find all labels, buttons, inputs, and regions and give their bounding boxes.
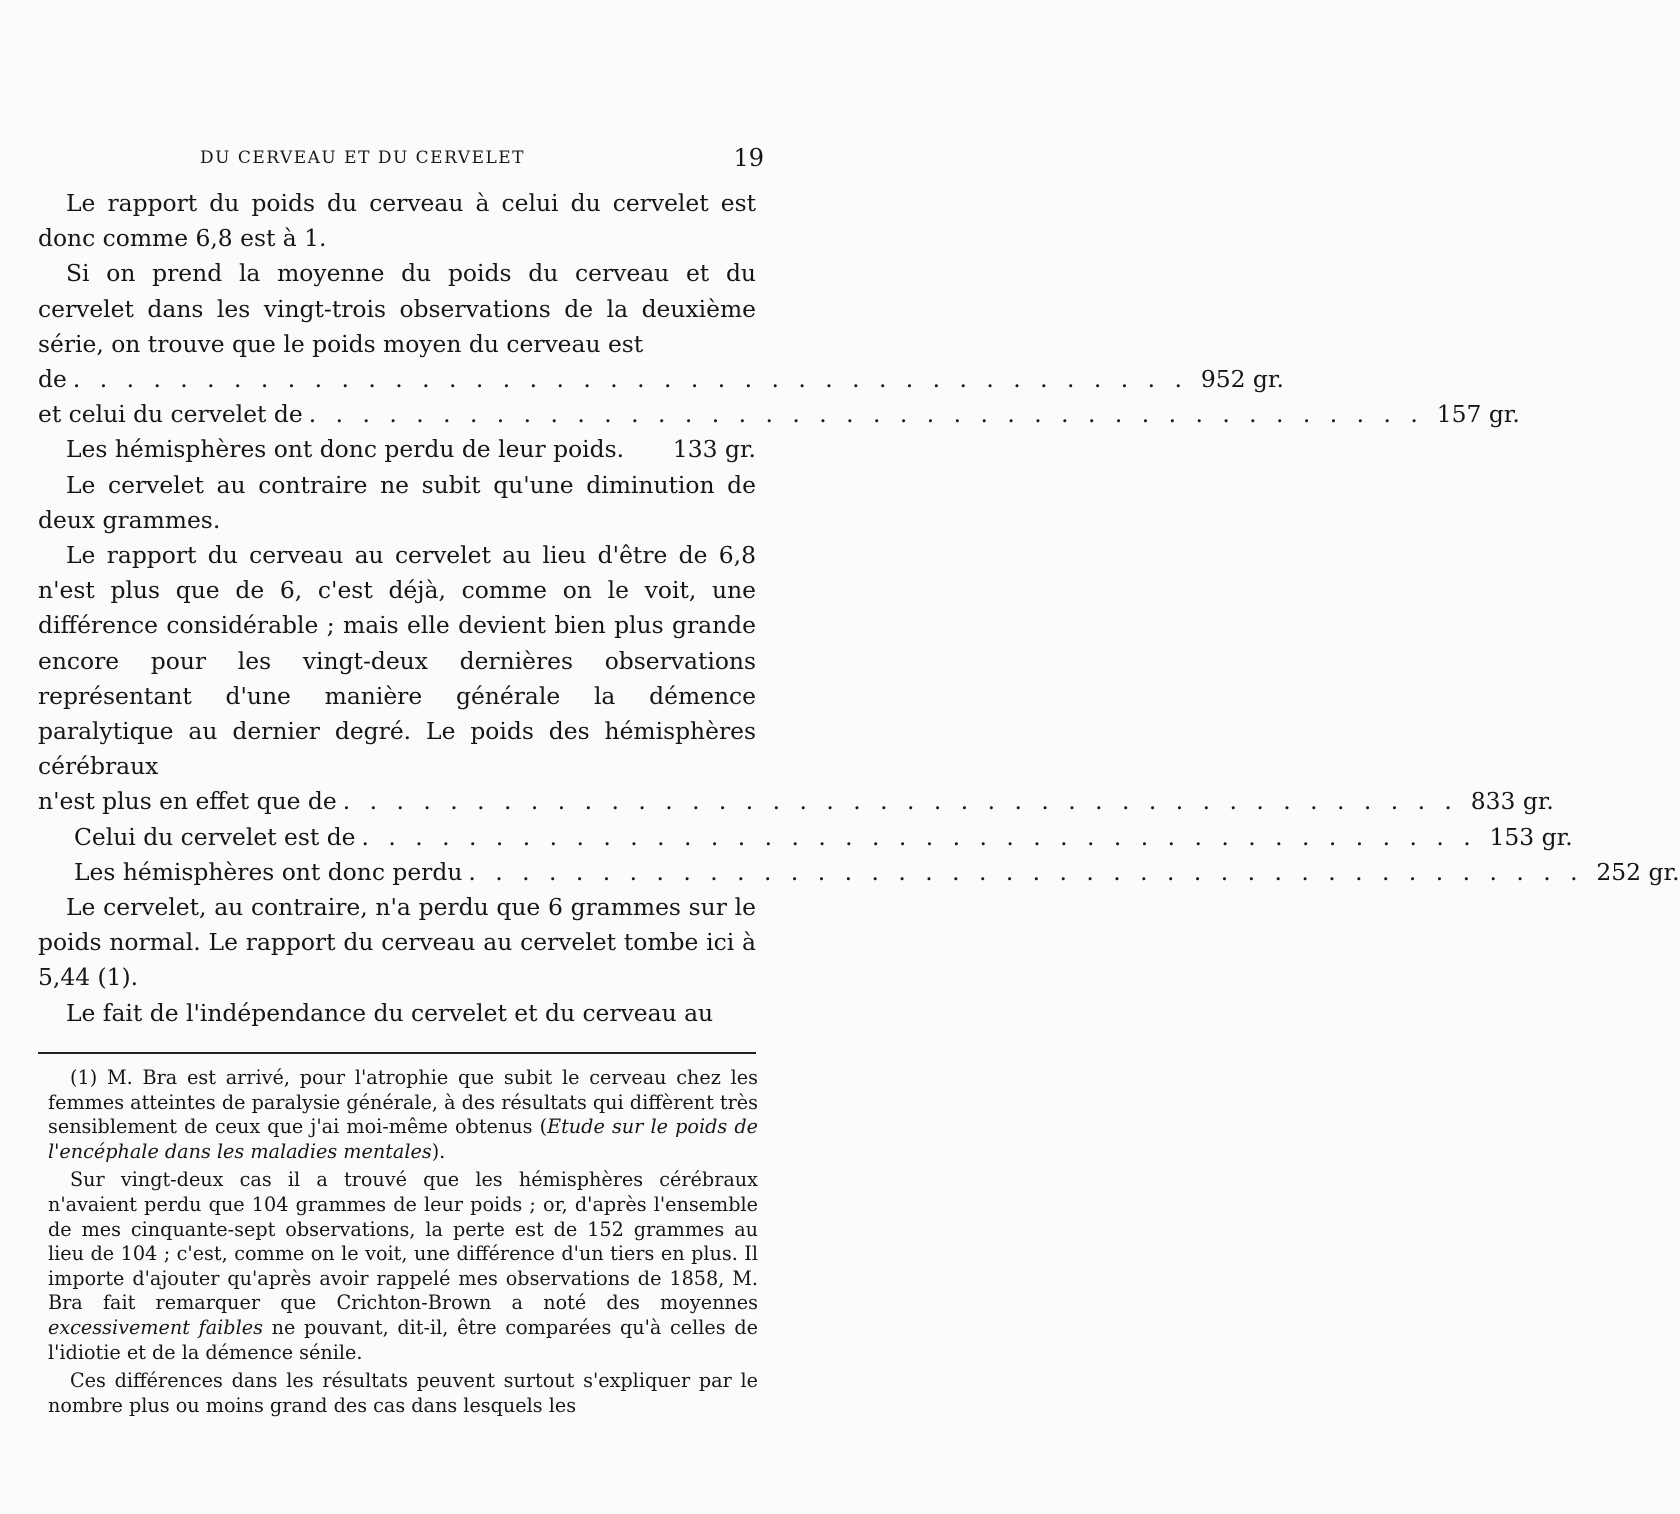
footnote-title-italic: Etude sur le poids de l'encéphale dans les maladies mentales <box>48 1115 758 1163</box>
leader-dots: . . . . . . . . . . . . . . . . . . . . . . . . . . . . . . . . . . . . . . . . . . <box>468 857 1584 886</box>
main-text <box>38 186 1680 1031</box>
paragraph: Le cervelet, au contraire, n'a perdu que 6 grammes sur le poids normal. Le rapport du cerveau au cervelet tombe ici à 5,44 (1). <box>38 893 756 992</box>
footnote-paragraph: Ces différences dans les résultats peuvent surtout s'expliquer par le nombre plus ou moins grand des cas dans lesquels les <box>48 1369 758 1417</box>
weight-label: Les hémisphères ont donc perdu de leur poids. <box>66 435 625 464</box>
weight-value: 952 gr. <box>1200 365 1284 394</box>
paragraph: Le rapport du poids du cerveau à celui du cervelet est donc comme 6,8 est à 1. <box>38 189 756 253</box>
leader-dots: . . . . . . . . . . . . . . . . . . . . . . . . . . . . . . . . . . . . . . . . . . <box>361 822 1477 851</box>
leader-dots: . . . . . . . . . . . . . . . . . . . . . . . . . . . . . . . . . . . . . . . . . . <box>308 400 1424 429</box>
running-title: DU CERVEAU ET DU CERVELET <box>200 148 526 168</box>
leader-dots: . . . . . . . . . . . . . . . . . . . . . . . . . . . . . . . . . . . . . . . . . . <box>72 365 1188 394</box>
footnote-text: ). <box>431 1139 446 1163</box>
weight-label: n'est plus en effet que de <box>38 787 337 816</box>
footnote-text: ne pouvant, dit-il, être comparées qu'à celles de l'idiotie et de la démence sénile. <box>48 1315 758 1364</box>
weight-line <box>38 362 1284 397</box>
footnote-text: (1) M. Bra est arrivé, pour l'atrophie que subit le cerveau chez les femmes atteintes de paralysie générale, à des résultats qui diffèrent très sensiblement de ceux que j'ai moi-même obtenus ( <box>48 1066 758 1139</box>
footnote-rule <box>38 1052 756 1054</box>
paragraph: Le fait de l'indépendance du cervelet et du cerveau au <box>66 998 714 1027</box>
weight-label: de <box>38 365 67 394</box>
weight-value: 252 gr. <box>1596 857 1680 886</box>
footnote-paragraph <box>48 1066 758 1164</box>
paragraph: Le rapport du cerveau au cervelet au lieu d'être de 6,8 n'est plus que de 6, c'est déjà, comme on le voit, une différence considérable ; mais elle devient bien plus grande encore pour les vingt-deux dernières observations représentant d'une manière générale la démence paralytique au dernier degré. Le poids des hémisphères cérébraux <box>38 541 756 781</box>
weight-line <box>38 784 1554 819</box>
weight-value: 153 gr. <box>1489 822 1573 851</box>
weight-line <box>38 820 1573 855</box>
weight-line <box>38 855 1680 890</box>
footnote-text: Sur vingt-deux cas il a trouvé que les hémisphères cérébraux n'avaient perdu que 104 grammes de leur poids ; or, d'après l'ensemble de mes cinquante-sept observations, la perte est de 152 grammes au lieu de 104 ; c'est, comme on le voit, une différence d'un tiers en plus. Il importe d'ajouter qu'après avoir rappelé mes observations de 1858, M. Bra fait remarquer que Crichton-Brown a noté des moyennes <box>48 1168 758 1315</box>
weight-line <box>38 432 756 467</box>
weight-value: 833 gr. <box>1470 787 1554 816</box>
footnote-emphasis: excessivement faibles <box>48 1315 263 1339</box>
weight-value: 133 gr. <box>672 435 756 464</box>
weight-label: et celui du cervelet de <box>38 400 303 429</box>
weight-value: 157 gr. <box>1436 400 1520 429</box>
page-number: 19 <box>733 144 764 172</box>
running-head <box>60 144 770 176</box>
leader-dots: . . . . . . . . . . . . . . . . . . . . . . . . . . . . . . . . . . . . . . . . . . <box>342 787 1458 816</box>
weight-label: Les hémisphères ont donc perdu <box>74 857 463 886</box>
footnote-paragraph <box>48 1168 758 1365</box>
footnotes <box>48 1066 758 1422</box>
paragraph: Le cervelet au contraire ne subit qu'une diminution de deux grammes. <box>38 470 756 534</box>
weight-line <box>38 397 1520 432</box>
weight-label: Celui du cervelet est de <box>74 822 356 851</box>
paragraph: Si on prend la moyenne du poids du cerveau et du cervelet dans les vingt-trois observations de la deuxième série, on trouve que le poids moyen du cerveau est <box>38 259 756 358</box>
